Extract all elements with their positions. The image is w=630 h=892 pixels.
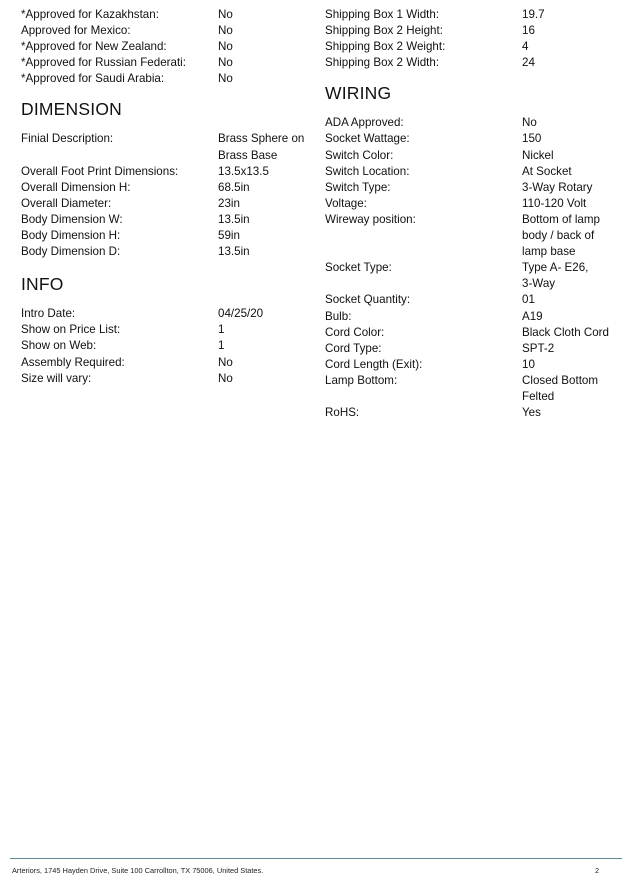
field-value: 10 — [522, 357, 535, 371]
field-label: *Approved for New Zealand: — [21, 40, 167, 54]
wiring-row — [325, 309, 625, 325]
wiring-row — [325, 357, 625, 373]
info-row — [21, 355, 311, 371]
shipping-row — [325, 39, 625, 55]
dimension-row — [21, 244, 311, 260]
field-value: Black Cloth Cord — [522, 325, 609, 339]
dimension-list — [21, 131, 311, 260]
field-label: Shipping Box 1 Width: — [325, 8, 440, 21]
field-value: 68.5in — [218, 180, 250, 194]
dimension-row — [21, 196, 311, 212]
wiring-section-title: WIRING — [325, 83, 392, 104]
field-value-line: Felted — [522, 389, 555, 403]
field-value — [218, 131, 308, 163]
field-label: Bulb: — [325, 309, 352, 323]
field-label: Cord Length (Exit): — [325, 357, 423, 371]
field-label: Body Dimension H: — [21, 229, 121, 243]
field-value: No — [218, 56, 233, 70]
field-value: A19 — [522, 309, 543, 323]
field-value: Yes — [522, 406, 541, 420]
field-label: Size will vary: — [21, 371, 92, 385]
field-label: Show on Web: — [21, 339, 97, 353]
field-value: 59in — [218, 229, 240, 243]
field-label: Overall Dimension H: — [21, 180, 131, 194]
shipping-row — [325, 55, 625, 71]
field-value: No — [218, 24, 233, 38]
field-label: *Approved for Saudi Arabia: — [21, 72, 165, 86]
field-value-line: Bottom of lamp — [522, 212, 600, 226]
info-row — [21, 338, 311, 354]
field-value: 01 — [522, 293, 535, 307]
field-label: Show on Price List: — [21, 323, 121, 337]
wiring-row — [325, 180, 625, 196]
wiring-row — [325, 325, 625, 341]
field-label: Assembly Required: — [21, 355, 125, 369]
field-value-line: Closed Bottom — [522, 373, 599, 387]
field-label: Shipping Box 2 Height: — [325, 24, 443, 38]
dimension-row — [21, 164, 311, 180]
field-value: Nickel — [522, 148, 554, 162]
field-value: 16 — [522, 24, 535, 38]
field-label: Overall Foot Print Dimensions: — [21, 164, 179, 178]
wiring-row — [325, 405, 625, 421]
wiring-row — [325, 260, 625, 292]
field-value — [522, 260, 612, 292]
field-value: 13.5in — [218, 245, 250, 259]
field-value: No — [218, 40, 233, 54]
field-label: Cord Type: — [325, 341, 382, 355]
info-section-title: INFO — [21, 274, 64, 295]
approval-row — [21, 71, 311, 87]
field-value — [522, 212, 612, 260]
dimension-row — [21, 212, 311, 228]
field-value-line: Type A- E26, — [522, 261, 589, 275]
wiring-list — [325, 115, 625, 421]
field-value-line: lamp base — [522, 245, 576, 259]
footer-address: Arteriors, 1745 Hayden Drive, Suite 100 Carrollton, TX 75006, United States. — [12, 866, 264, 875]
field-value: 1 — [218, 323, 225, 337]
field-label: Switch Type: — [325, 180, 391, 194]
approval-row — [21, 7, 311, 23]
approval-row — [21, 55, 311, 71]
info-list — [21, 306, 311, 386]
info-row — [21, 306, 311, 322]
wiring-row — [325, 292, 625, 308]
field-label: Wireway position: — [325, 212, 416, 226]
field-value: 13.5x13.5 — [218, 164, 269, 178]
wiring-row — [325, 164, 625, 180]
field-value: SPT-2 — [522, 341, 555, 355]
field-value: No — [218, 355, 233, 369]
field-label: Voltage: — [325, 196, 367, 210]
field-label: Overall Diameter: — [21, 196, 112, 210]
footer-divider — [10, 858, 622, 859]
field-label: Lamp Bottom: — [325, 373, 398, 387]
field-value: 04/25/20 — [218, 307, 264, 321]
wiring-row — [325, 148, 625, 164]
field-value: 13.5in — [218, 212, 250, 226]
field-label: *Approved for Russian Federati: — [21, 56, 186, 70]
field-label: Approved for Mexico: — [21, 24, 131, 38]
field-label: Body Dimension W: — [21, 212, 123, 226]
shipping-list — [325, 7, 625, 71]
field-value: 1 — [218, 339, 225, 353]
approvals-list — [21, 7, 311, 87]
field-label: ADA Approved: — [325, 116, 404, 130]
approval-row — [21, 23, 311, 39]
field-value-line: Brass Base — [218, 148, 278, 162]
field-label: RoHS: — [325, 406, 360, 420]
field-value: No — [522, 116, 537, 130]
field-value-line: body / back of — [522, 229, 595, 243]
field-value: 110-120 Volt — [522, 196, 587, 210]
field-value: 24 — [522, 56, 535, 70]
wiring-row — [325, 131, 625, 147]
field-value: 3-Way Rotary — [522, 180, 593, 194]
page-number: 2 — [595, 866, 600, 875]
wiring-row — [325, 196, 625, 212]
field-label: Socket Quantity: — [325, 293, 411, 307]
dimension-row — [21, 228, 311, 244]
field-value: 23in — [218, 196, 240, 210]
field-label: Switch Location: — [325, 164, 410, 178]
field-label: Body Dimension D: — [21, 245, 121, 259]
info-row — [21, 371, 311, 387]
field-value-line: Brass Sphere on — [218, 132, 305, 146]
field-value: No — [218, 72, 233, 86]
field-label: *Approved for Kazakhstan: — [21, 8, 159, 21]
field-label: Cord Color: — [325, 325, 385, 339]
left-column — [21, 7, 311, 387]
field-label: Socket Wattage: — [325, 132, 410, 146]
dimension-row — [21, 180, 311, 196]
field-value-line: 3-Way — [522, 277, 556, 291]
info-row — [21, 322, 311, 338]
dimension-section-title: DIMENSION — [21, 99, 122, 120]
wiring-row — [325, 115, 625, 131]
right-column — [325, 7, 625, 421]
shipping-row — [325, 7, 625, 23]
approval-row — [21, 39, 311, 55]
wiring-row — [325, 341, 625, 357]
field-label: Finial Description: — [21, 132, 114, 146]
wiring-row — [325, 373, 625, 405]
field-value: 19.7 — [522, 8, 545, 21]
field-label: Shipping Box 2 Width: — [325, 56, 440, 70]
field-label: Socket Type: — [325, 261, 392, 275]
field-value: 150 — [522, 132, 542, 146]
dimension-row — [21, 131, 311, 163]
field-value: No — [218, 371, 233, 385]
field-value: 4 — [522, 40, 529, 54]
field-label: Switch Color: — [325, 148, 394, 162]
field-label: Intro Date: — [21, 307, 76, 321]
wiring-row — [325, 212, 625, 260]
field-value: No — [218, 8, 233, 21]
shipping-row — [325, 23, 625, 39]
field-label: Shipping Box 2 Weight: — [325, 40, 446, 54]
field-value — [522, 373, 612, 405]
field-value: At Socket — [522, 164, 572, 178]
